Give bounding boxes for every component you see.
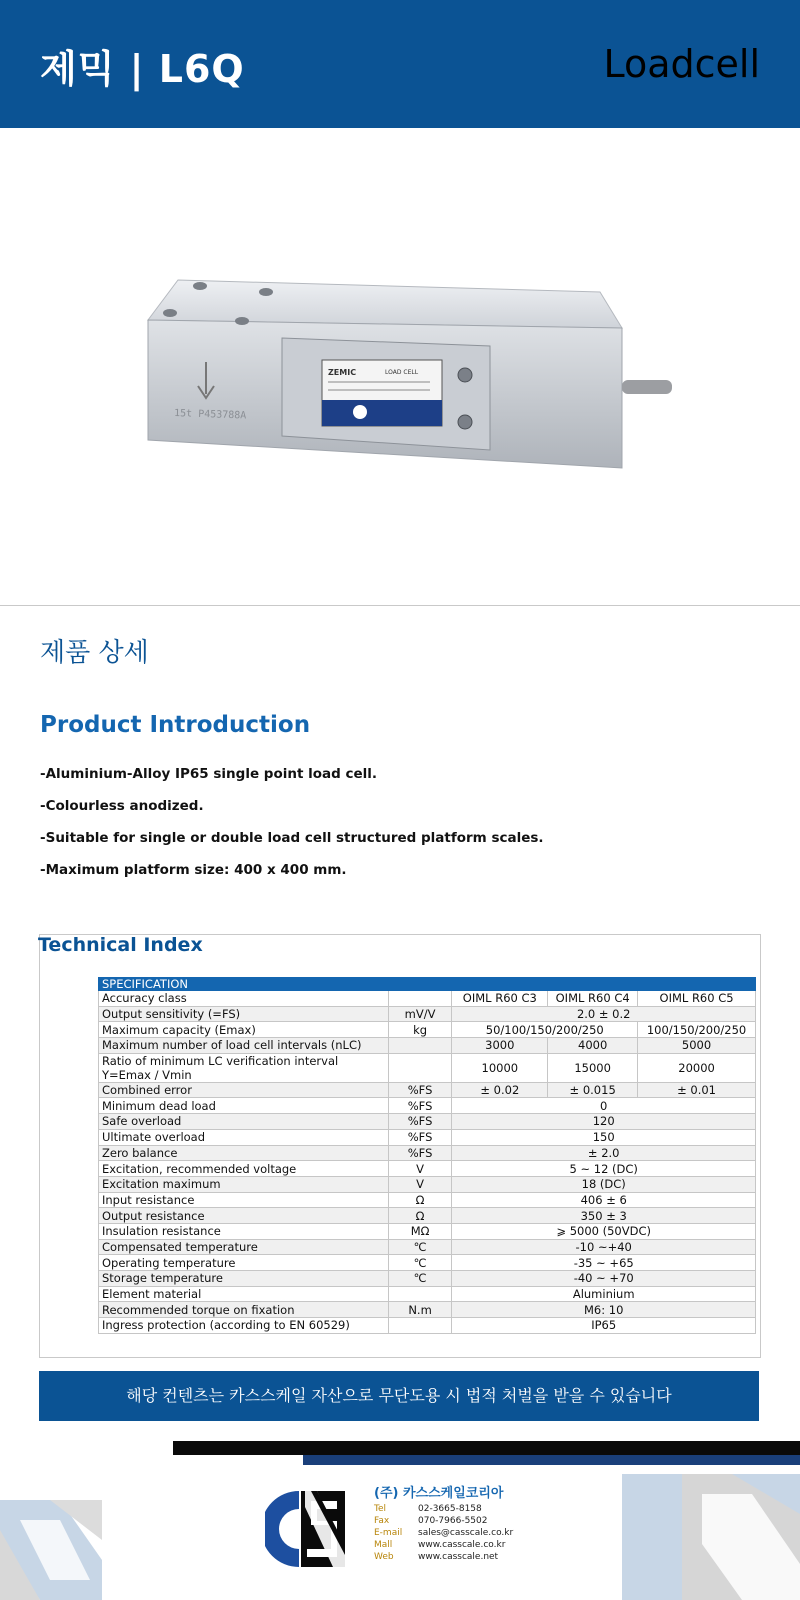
contact-web bbox=[374, 1551, 513, 1563]
spec-row bbox=[99, 1082, 756, 1098]
contact-tel bbox=[374, 1503, 513, 1515]
screw-bottom bbox=[458, 415, 472, 429]
spec-param: Storage temperature bbox=[99, 1271, 389, 1287]
label-brand-text: ZEMIC bbox=[328, 368, 357, 377]
contact-value: www.casscale.co.kr bbox=[418, 1540, 506, 1550]
spec-row bbox=[99, 1176, 756, 1192]
spec-c4: OIML R60 C4 bbox=[548, 991, 638, 1007]
spec-c5: OIML R60 C5 bbox=[638, 991, 756, 1007]
contact-label: Tel bbox=[374, 1504, 387, 1514]
spec-value: M6: 10 bbox=[452, 1302, 756, 1318]
spec-row bbox=[99, 991, 756, 1007]
spec-c5: 5000 bbox=[638, 1038, 756, 1054]
spec-param: Excitation maximum bbox=[99, 1176, 389, 1192]
spec-value: ⩾ 5000 (50VDC) bbox=[452, 1223, 756, 1239]
spec-unit: %FS bbox=[388, 1145, 452, 1161]
spec-c34: 50/100/150/200/250 bbox=[452, 1022, 638, 1038]
spec-row bbox=[99, 1255, 756, 1271]
spec-param: Output sensitivity (=FS) bbox=[99, 1006, 389, 1022]
spec-param: Input resistance bbox=[99, 1192, 389, 1208]
contact-email bbox=[374, 1527, 513, 1539]
spec-c3: ± 0.02 bbox=[452, 1082, 548, 1098]
load-cell-cable bbox=[622, 380, 672, 394]
spec-row bbox=[99, 1318, 756, 1334]
spec-c4: 4000 bbox=[548, 1038, 638, 1054]
spec-param: Maximum number of load cell intervals (nLC) bbox=[99, 1038, 389, 1054]
spec-param: Combined error bbox=[99, 1082, 389, 1098]
spec-param: Recommended torque on fixation bbox=[99, 1302, 389, 1318]
intro-bullet: -Maximum platform size: 400 x 400 mm. bbox=[40, 862, 347, 878]
spec-row bbox=[99, 1053, 756, 1082]
contact-label: E-mail bbox=[374, 1528, 403, 1538]
spec-unit: %FS bbox=[388, 1082, 452, 1098]
contact-value: 02-3665-8158 bbox=[418, 1504, 482, 1514]
spec-c5: ± 0.01 bbox=[638, 1082, 756, 1098]
spec-c4: ± 0.015 bbox=[548, 1082, 638, 1098]
spec-value: -40 ~ +70 bbox=[452, 1271, 756, 1287]
spec-param: Ratio of minimum LC verification interval Y=Emax / Vmin bbox=[99, 1053, 389, 1082]
spec-unit: Ω bbox=[388, 1192, 452, 1208]
decor-pattern-right bbox=[622, 1474, 800, 1600]
spec-param: Ingress protection (according to EN 60529) bbox=[99, 1318, 389, 1334]
spec-c5: 20000 bbox=[638, 1053, 756, 1082]
contact-list bbox=[374, 1503, 513, 1563]
spec-unit: Ω bbox=[388, 1208, 452, 1224]
spec-param: Output resistance bbox=[99, 1208, 389, 1224]
section-divider bbox=[0, 605, 800, 606]
spec-row bbox=[99, 1192, 756, 1208]
spec-row bbox=[99, 1129, 756, 1145]
spec-value: -35 ~ +65 bbox=[452, 1255, 756, 1271]
spec-param: Safe overload bbox=[99, 1114, 389, 1130]
spec-c5: 100/150/200/250 bbox=[638, 1022, 756, 1038]
spec-row bbox=[99, 1038, 756, 1054]
spec-unit: ℃ bbox=[388, 1271, 452, 1287]
spec-row bbox=[99, 1208, 756, 1224]
contact-label: Fax bbox=[374, 1516, 390, 1526]
spec-value: -10 ~+40 bbox=[452, 1239, 756, 1255]
spec-unit: %FS bbox=[388, 1114, 452, 1130]
intro-bullet: -Suitable for single or double load cell structured platform scales. bbox=[40, 830, 544, 846]
spec-value: IP65 bbox=[452, 1318, 756, 1334]
decor-pattern-left bbox=[0, 1500, 102, 1600]
spec-row bbox=[99, 1114, 756, 1130]
spec-row bbox=[99, 1302, 756, 1318]
spec-unit bbox=[388, 1286, 452, 1302]
spec-param: Excitation, recommended voltage bbox=[99, 1161, 389, 1177]
intro-title: Product Introduction bbox=[40, 712, 311, 738]
spec-c3: 10000 bbox=[452, 1053, 548, 1082]
intro-bullet: -Colourless anodized. bbox=[40, 798, 204, 814]
page-title: 제믹 | L6Q bbox=[40, 47, 245, 91]
spec-param: Maximum capacity (Emax) bbox=[99, 1022, 389, 1038]
spec-c4: 15000 bbox=[548, 1053, 638, 1082]
contact-mall bbox=[374, 1539, 513, 1551]
spec-unit: ℃ bbox=[388, 1239, 452, 1255]
contact-label: Web bbox=[374, 1552, 394, 1562]
section-title: 제품 상세 bbox=[40, 638, 149, 668]
spec-unit bbox=[388, 1038, 452, 1054]
spec-unit: %FS bbox=[388, 1098, 452, 1114]
spec-row bbox=[99, 1006, 756, 1022]
spec-header: SPECIFICATION bbox=[99, 978, 756, 991]
spec-c3: OIML R60 C3 bbox=[452, 991, 548, 1007]
spec-unit: ℃ bbox=[388, 1255, 452, 1271]
spec-row bbox=[99, 1022, 756, 1038]
company-logo bbox=[265, 1491, 345, 1567]
spec-value: ± 2.0 bbox=[452, 1145, 756, 1161]
spec-unit: V bbox=[388, 1176, 452, 1192]
spec-header-row bbox=[99, 978, 756, 991]
product-type: Loadcell bbox=[603, 42, 760, 86]
spec-value: Aluminium bbox=[452, 1286, 756, 1302]
serial-number: 15t P453788A bbox=[173, 408, 247, 422]
spec-table bbox=[98, 977, 756, 1334]
spec-unit bbox=[388, 1318, 452, 1334]
spec-param: Ultimate overload bbox=[99, 1129, 389, 1145]
contact-value: www.casscale.net bbox=[418, 1552, 499, 1562]
spec-unit: mV/V bbox=[388, 1006, 452, 1022]
spec-row bbox=[99, 1286, 756, 1302]
spec-value: 406 ± 6 bbox=[452, 1192, 756, 1208]
spec-param: Operating temperature bbox=[99, 1255, 389, 1271]
spec-unit: MΩ bbox=[388, 1223, 452, 1239]
label-type-text: LOAD CELL bbox=[385, 369, 419, 376]
load-cell-image bbox=[130, 250, 690, 500]
spec-row bbox=[99, 1223, 756, 1239]
spec-param: Insulation resistance bbox=[99, 1223, 389, 1239]
decor-bar-black-overlap bbox=[303, 1449, 800, 1455]
spec-c3: 3000 bbox=[452, 1038, 548, 1054]
company-name: (주) 카스스케일코리아 bbox=[374, 1486, 504, 1501]
intro-bullet: -Aluminium-Alloy IP65 single point load cell. bbox=[40, 766, 378, 782]
spec-row bbox=[99, 1239, 756, 1255]
spec-value: 350 ± 3 bbox=[452, 1208, 756, 1224]
contact-fax bbox=[374, 1515, 513, 1527]
spec-param: Zero balance bbox=[99, 1145, 389, 1161]
spec-value: 5 ~ 12 (DC) bbox=[452, 1161, 756, 1177]
spec-value: 2.0 ± 0.2 bbox=[452, 1006, 756, 1022]
spec-row bbox=[99, 1161, 756, 1177]
spec-param: Element material bbox=[99, 1286, 389, 1302]
intro-list bbox=[40, 766, 544, 894]
technical-index-title: Technical Index bbox=[38, 934, 203, 956]
spec-unit bbox=[388, 1053, 452, 1082]
screw-top bbox=[458, 368, 472, 382]
spec-unit bbox=[388, 991, 452, 1007]
spec-unit: N.m bbox=[388, 1302, 452, 1318]
contact-value: 070-7966-5502 bbox=[418, 1516, 488, 1526]
page-header bbox=[0, 0, 800, 128]
spec-unit: %FS bbox=[388, 1129, 452, 1145]
spec-row bbox=[99, 1145, 756, 1161]
spec-row bbox=[99, 1271, 756, 1287]
contact-label: Mall bbox=[374, 1540, 393, 1550]
spec-param: Minimum dead load bbox=[99, 1098, 389, 1114]
spec-value: 0 bbox=[452, 1098, 756, 1114]
contact-value: sales@casscale.co.kr bbox=[418, 1528, 514, 1538]
spec-value: 150 bbox=[452, 1129, 756, 1145]
spec-param: Compensated temperature bbox=[99, 1239, 389, 1255]
spec-unit: kg bbox=[388, 1022, 452, 1038]
spec-row bbox=[99, 1098, 756, 1114]
spec-param: Accuracy class bbox=[99, 991, 389, 1007]
spec-value: 18 (DC) bbox=[452, 1176, 756, 1192]
spec-value: 120 bbox=[452, 1114, 756, 1130]
copyright-notice: 해당 컨텐츠는 카스스케일 자산으로 무단도용 시 법적 처벌을 받을 수 있습니다 bbox=[39, 1371, 759, 1421]
spec-unit: V bbox=[388, 1161, 452, 1177]
